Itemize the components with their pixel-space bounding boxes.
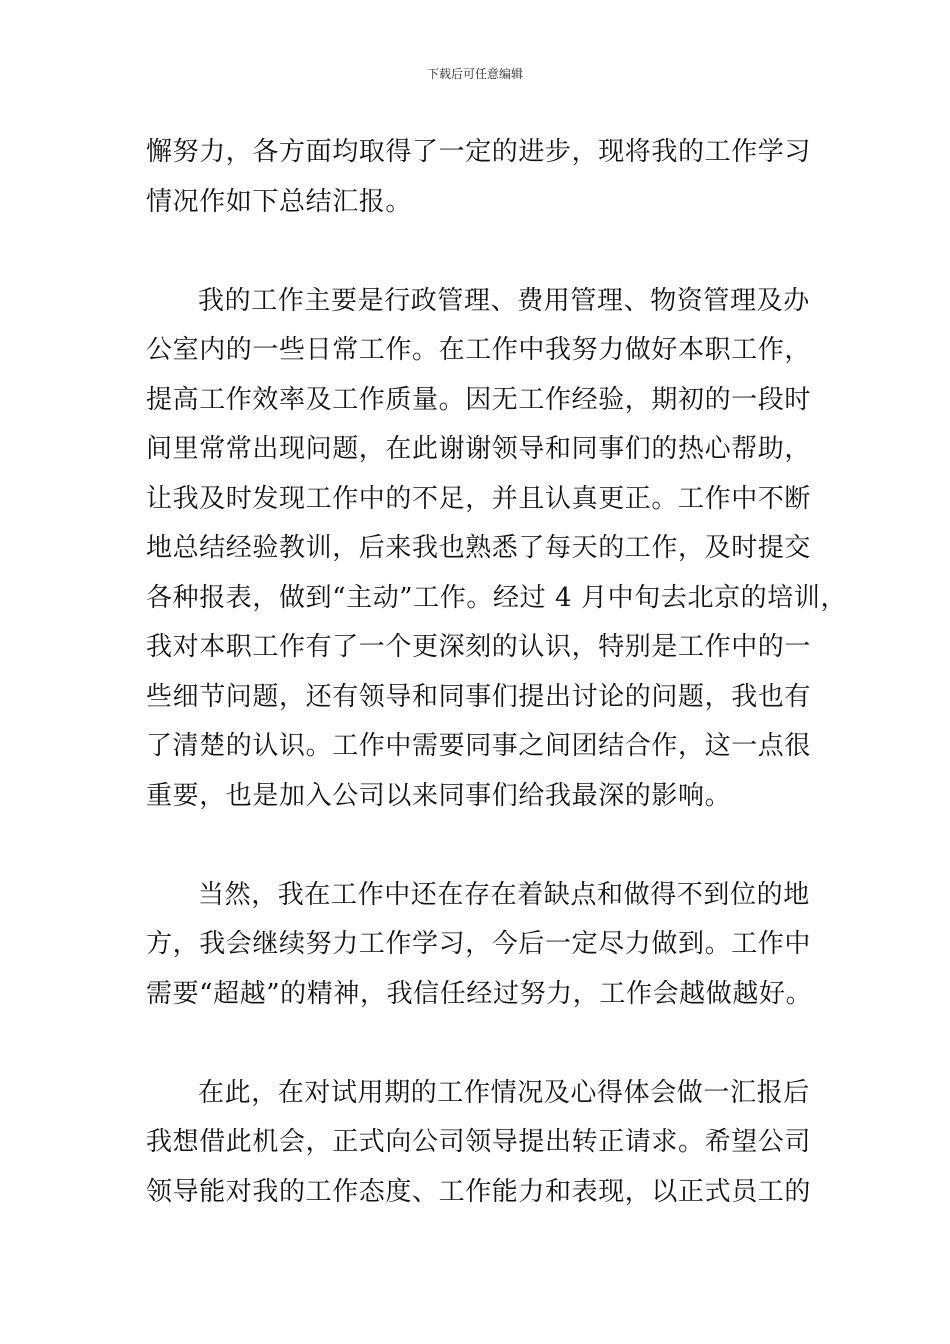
paragraph-request bbox=[146, 1069, 826, 1218]
text-line: 了清楚的认识。工作中需要同事之间团结合作，这一点很 bbox=[146, 731, 812, 761]
text-line: 方，我会继续努力工作学习，今后一定尽力做到。工作中 bbox=[146, 929, 812, 959]
paragraph-intro-continuation bbox=[146, 128, 826, 227]
text-line: 懈努力，各方面均取得了一定的进步，现将我的工作学习 bbox=[146, 137, 812, 167]
text-line: 提高工作效率及工作质量。因无工作经验，期初的一段时 bbox=[146, 384, 812, 415]
paragraph-shortcomings bbox=[146, 871, 826, 1020]
text-line: 我对本职工作有了一个更深刻的认识，特别是工作中的一 bbox=[146, 632, 812, 662]
text-line: 当然，我在工作中还在存在着缺点和做得不到位的地 bbox=[198, 879, 810, 910]
paragraph-spacer bbox=[146, 821, 826, 871]
text-line: 些细节问题，还有领导和同事们提出讨论的问题，我也有 bbox=[146, 681, 812, 712]
text-line: 情况作如下总结汇报。 bbox=[146, 186, 413, 217]
text-line: 重要，也是加入公司以来同事们给我最深的影响。 bbox=[146, 780, 732, 811]
text-line: 领导能对我的工作态度、工作能力和表现，以正式员工的 bbox=[146, 1176, 812, 1207]
text-line: 需要“超越”的精神，我信任经过努力，工作会越做越好。 bbox=[146, 978, 813, 1009]
text-line: 各种报表，做到“主动”工作。经过 4 月中旬去北京的培训， bbox=[146, 582, 848, 613]
text-line: 在此，在对试用期的工作情况及心得体会做一汇报后 bbox=[198, 1077, 810, 1108]
text-line: 间里常常出现问题，在此谢谢领导和同事们的热心帮助， bbox=[146, 434, 812, 464]
paragraph-work-summary bbox=[146, 277, 848, 822]
paragraph-spacer bbox=[146, 1019, 826, 1069]
text-line: 我想借此机会，正式向公司领导提出转正请求。希望公司 bbox=[146, 1127, 812, 1157]
text-line: 地总结经验教训，后来我也熟悉了每天的工作，及时提交 bbox=[146, 533, 812, 563]
text-line: 公室内的一些日常工作。在工作中我努力做好本职工作， bbox=[146, 335, 812, 365]
text-line: 我的工作主要是行政管理、费用管理、物资管理及办 bbox=[198, 285, 810, 316]
page-header: 下载后可任意编辑 bbox=[426, 67, 523, 81]
paragraph-spacer bbox=[146, 227, 826, 277]
text-line: 让我及时发现工作中的不足，并且认真更正。工作中不断 bbox=[146, 483, 812, 514]
document-body bbox=[146, 128, 848, 1217]
